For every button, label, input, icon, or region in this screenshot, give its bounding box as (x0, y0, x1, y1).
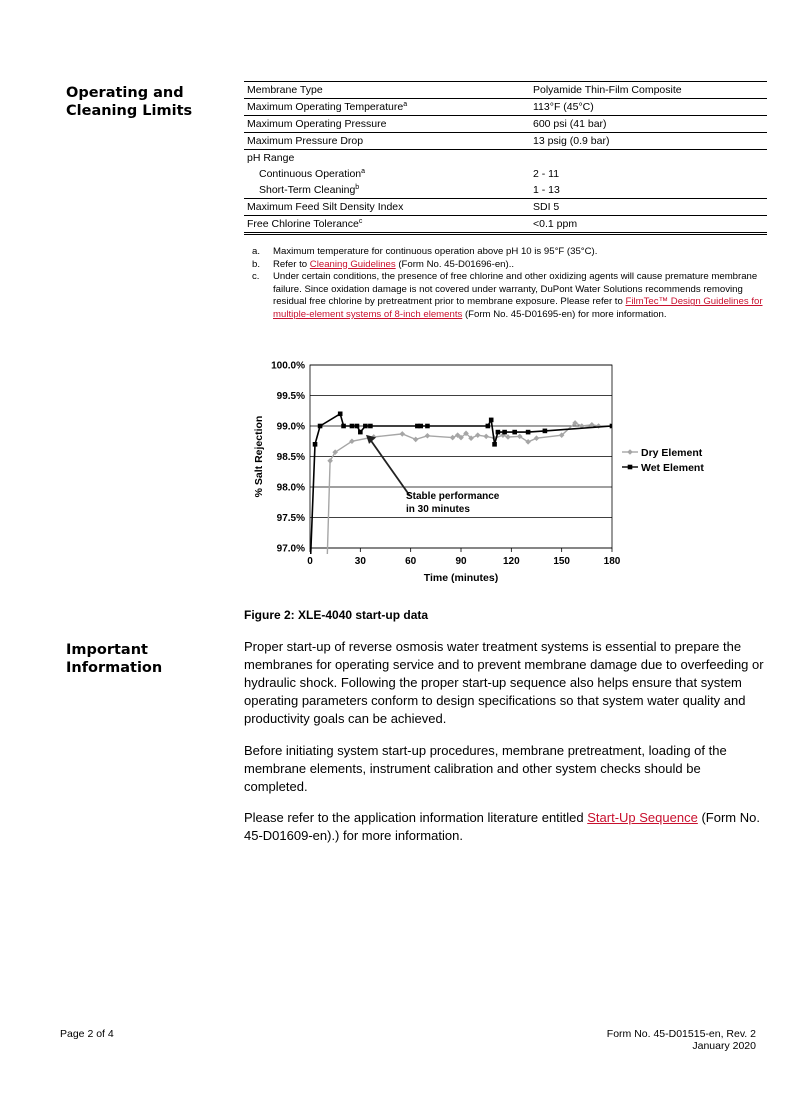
paragraph-refer (244, 809, 764, 845)
row-label: Free Chlorine Tolerance$^c$ (244, 216, 530, 234)
row-value: 13 psig (0.9 bar) (530, 133, 767, 150)
x-tick-label: 0 (307, 556, 313, 567)
table-row (244, 166, 767, 182)
footnote-b (252, 259, 768, 272)
legend-marker (628, 465, 633, 470)
form-info (607, 1028, 756, 1052)
heading-line: Cleaning Limits (66, 103, 193, 119)
data-point (341, 424, 346, 429)
footnote-text: (Form No. 45-D01696-en).. (395, 258, 515, 270)
paragraph-text: Please refer to the application information literature entitled (244, 810, 588, 825)
x-tick-label: 30 (354, 556, 366, 567)
table-row (244, 182, 767, 199)
data-point (450, 435, 456, 441)
chart-axes (253, 361, 621, 585)
y-tick-label: 97.5% (276, 513, 305, 524)
annotation-text: in 30 minutes (406, 504, 470, 515)
footnote-ref: a (361, 168, 366, 175)
page-number: Page 2 of 4 (60, 1028, 114, 1040)
footnote-mark: a. (252, 246, 261, 257)
row-value: 1 - 13 (530, 182, 767, 199)
paragraph-pretreatment: Before initiating system start-up procedures, membrane pretreatment, loading of the membrane elements, instrument calibration and other system checks should be completed. (244, 743, 727, 794)
table-row (244, 216, 767, 234)
data-point (368, 424, 373, 429)
form-number: Form No. 45-D01515-en, Rev. 2 (606, 1028, 756, 1040)
chart-grid (310, 365, 612, 548)
table-row (244, 116, 767, 133)
footnote-text: Under certain conditions, the presence of free chlorine and other oxidizing agents will cause premature membrane failure. Since oxidation damage is not covered under warranty, DuPont Water Solutions recommends removing residual free chlorine by pretreatment prior to membrane exposure. Please refer to (273, 271, 758, 308)
heading-line: Information (66, 660, 163, 676)
data-point (543, 429, 548, 434)
y-tick-label: 98.0% (276, 482, 305, 494)
footnote-ref: b (355, 184, 360, 191)
row-value (530, 150, 767, 167)
data-point (483, 434, 489, 440)
legend-marker (627, 449, 633, 455)
footnote-ref: a (403, 101, 408, 108)
table-row (244, 99, 767, 116)
figure-caption: Figure 2: XLE-4040 start-up data (244, 608, 429, 622)
design-guidelines-link[interactable]: FilmTec™ Design Guidelines for multiple-element systems of 8-inch elements (273, 296, 763, 320)
row-value: 600 psi (41 bar) (530, 116, 767, 133)
footnote-text: (Form No. 45-D01695-en) for more information. (462, 308, 667, 320)
data-point (475, 432, 481, 438)
heading-line: Important (66, 642, 148, 658)
x-tick-label: 180 (603, 556, 621, 567)
row-label: Membrane Type (244, 82, 530, 99)
data-point (318, 424, 323, 429)
footnote-mark: c. (252, 271, 260, 283)
row-value: 113°F (45°C) (530, 99, 767, 116)
footnote-mark: b. (252, 258, 261, 270)
data-point (425, 424, 430, 429)
table-row (244, 133, 767, 150)
data-point (355, 424, 360, 429)
footnote-c (252, 271, 768, 321)
salt-rejection-chart (244, 353, 714, 593)
row-label: Maximum Operating Pressure (244, 116, 530, 133)
data-point (492, 442, 497, 447)
row-label: Maximum Feed Silt Density Index (244, 199, 530, 216)
footnote-a (252, 246, 768, 259)
y-tick-label: 100.0% (271, 360, 305, 372)
row-label: Short-Term Cleaning$^b$ (244, 182, 530, 199)
data-point (425, 433, 431, 439)
y-tick-label: 99.5% (276, 391, 305, 402)
y-axis-label: % Salt Rejection (253, 415, 265, 498)
row-value: SDI 5 (530, 199, 767, 216)
table-row (244, 82, 767, 99)
data-point (313, 442, 318, 447)
row-value: <0.1 ppm (530, 216, 767, 234)
footnote-text: Maximum temperature for continuous operation above pH 10 is 95°F (35°C). (273, 246, 598, 257)
section-heading-operating-limits (66, 84, 192, 120)
data-point (505, 434, 511, 440)
row-label: Continuous Operation$^a$ (259, 168, 366, 180)
x-tick-label: 150 (553, 556, 571, 567)
startup-sequence-link[interactable]: Start-Up Sequence (587, 810, 698, 825)
y-tick-label: 99.0% (276, 421, 305, 433)
data-point (610, 424, 615, 429)
row-value: 2 - 11 (533, 168, 560, 180)
data-point (363, 424, 368, 429)
paragraph-startup: Proper start-up of reverse osmosis water treatment systems is essential to prepare the membranes for operating service and to prevent membrane damage due to overfeeding or hydraulic shock. Following the proper start-up sequence also helps ensure that system operating parameters conform to design specifications so that system water quality and productivity goals can be achieved. (244, 639, 764, 726)
operating-limits-table (244, 81, 767, 235)
data-point (512, 430, 517, 435)
data-point (413, 437, 419, 443)
row-label: Maximum Operating Temperature$^a$ (244, 99, 530, 116)
heading-line: Operating and (66, 85, 184, 101)
footnote-ref: c (358, 218, 363, 225)
x-tick-label: 90 (455, 556, 467, 567)
annotation-text: Stable performance (406, 491, 500, 502)
y-tick-label: 97.0% (276, 543, 305, 555)
cleaning-guidelines-link[interactable]: Cleaning Guidelines (309, 258, 396, 270)
data-point (596, 423, 602, 429)
data-point (399, 431, 405, 437)
data-point (308, 570, 313, 575)
data-point (338, 412, 343, 417)
x-tick-label: 60 (405, 556, 417, 567)
chart-legend (622, 447, 704, 474)
chart-annotation (366, 435, 500, 515)
data-point (324, 570, 330, 576)
data-point (418, 424, 423, 429)
legend-label: Dry Element (641, 446, 703, 459)
table-row (244, 199, 767, 216)
x-axis-label: Time (minutes) (423, 572, 499, 584)
row-label: pH Range (247, 152, 295, 164)
x-tick-label: 120 (502, 556, 520, 567)
form-date: January 2020 (692, 1040, 756, 1052)
data-point (534, 435, 540, 441)
row-label: Maximum Pressure Drop (244, 133, 530, 150)
data-point (486, 424, 491, 429)
data-point (502, 430, 507, 435)
y-tick-label: 98.5% (276, 452, 305, 463)
data-point (350, 424, 355, 429)
legend-label: Wet Element (641, 461, 704, 474)
footnote-text: Refer to (273, 258, 310, 270)
section-heading-important-info (66, 641, 162, 677)
row-value: Polyamide Thin-Film Composite (530, 82, 767, 99)
data-point (526, 430, 531, 435)
data-point (496, 430, 501, 435)
paragraph-text: (Form No. 45-D01609-en).) for more information. (244, 810, 760, 843)
data-point (489, 418, 494, 423)
table-row (244, 150, 767, 167)
data-point (358, 430, 363, 435)
table-footnotes (252, 246, 768, 322)
